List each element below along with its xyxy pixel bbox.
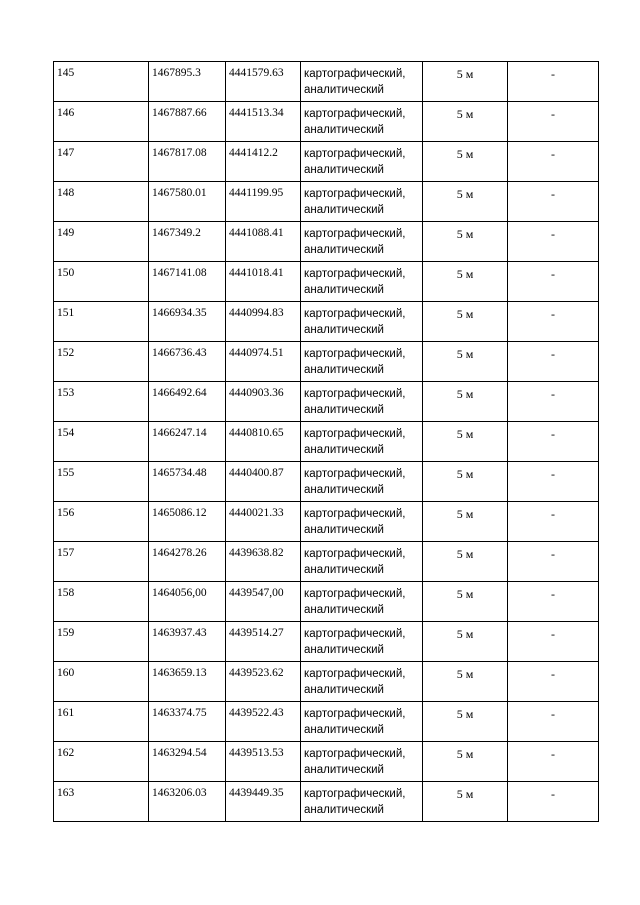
table-row [54,542,599,582]
y-coordinate-cell: 4441513.34 [226,102,301,142]
x-coordinate-cell: 1466492.64 [149,382,226,422]
note-cell: - [508,622,599,662]
y-coordinate-cell: 4439638.82 [226,542,301,582]
method-line-2: аналитический [304,724,384,736]
x-coordinate-cell: 1463659.13 [149,662,226,702]
method-cell [301,662,423,702]
method-cell [301,262,423,302]
y-coordinate-cell: 4440021.33 [226,502,301,542]
method-line-2: аналитический [304,164,384,176]
x-coordinate-cell: 1465734.48 [149,462,226,502]
y-coordinate-cell: 4439523.62 [226,662,301,702]
y-coordinate-cell: 4439513.53 [226,742,301,782]
accuracy-cell: 5 м [423,62,508,102]
point-number-cell: 151 [54,302,149,342]
method-cell [301,62,423,102]
accuracy-cell: 5 м [423,142,508,182]
note-cell: - [508,342,599,382]
y-coordinate-cell: 4441412.2 [226,142,301,182]
table-row [54,662,599,702]
accuracy-cell: 5 м [423,422,508,462]
method-line-1: картографический, [304,548,406,560]
method-cell [301,222,423,262]
y-coordinate-cell: 4441018.41 [226,262,301,302]
method-cell [301,422,423,462]
method-line-1: картографический, [304,148,406,160]
method-cell [301,342,423,382]
method-cell [301,142,423,182]
method-line-2: аналитический [304,444,384,456]
accuracy-cell: 5 м [423,222,508,262]
method-line-1: картографический, [304,348,406,360]
note-cell: - [508,782,599,822]
note-cell: - [508,102,599,142]
note-cell: - [508,462,599,502]
point-number-cell: 161 [54,702,149,742]
table-row [54,622,599,662]
method-line-2: аналитический [304,284,384,296]
table-row [54,702,599,742]
method-line-1: картографический, [304,588,406,600]
method-cell [301,782,423,822]
x-coordinate-cell: 1463294.54 [149,742,226,782]
x-coordinate-cell: 1466736.43 [149,342,226,382]
y-coordinate-cell: 4439514.27 [226,622,301,662]
method-line-1: картографический, [304,228,406,240]
point-number-cell: 145 [54,62,149,102]
method-line-1: картографический, [304,388,406,400]
method-line-2: аналитический [304,804,384,816]
accuracy-cell: 5 м [423,502,508,542]
y-coordinate-cell: 4440903.36 [226,382,301,422]
accuracy-cell: 5 м [423,622,508,662]
method-cell [301,742,423,782]
table-row [54,302,599,342]
accuracy-cell: 5 м [423,662,508,702]
table-row [54,62,599,102]
x-coordinate-cell: 1466247.14 [149,422,226,462]
method-cell [301,302,423,342]
method-line-2: аналитический [304,484,384,496]
y-coordinate-cell: 4441199.95 [226,182,301,222]
table-row [54,782,599,822]
accuracy-cell: 5 м [423,702,508,742]
table-row [54,142,599,182]
note-cell: - [508,742,599,782]
method-line-1: картографический, [304,628,406,640]
y-coordinate-cell: 4441579.63 [226,62,301,102]
point-number-cell: 146 [54,102,149,142]
method-line-2: аналитический [304,204,384,216]
note-cell: - [508,542,599,582]
point-number-cell: 160 [54,662,149,702]
point-number-cell: 153 [54,382,149,422]
accuracy-cell: 5 м [423,782,508,822]
x-coordinate-cell: 1467817.08 [149,142,226,182]
method-line-1: картографический, [304,468,406,480]
table-row [54,582,599,622]
point-number-cell: 148 [54,182,149,222]
accuracy-cell: 5 м [423,742,508,782]
method-line-2: аналитический [304,764,384,776]
method-cell [301,382,423,422]
note-cell: - [508,262,599,302]
point-number-cell: 163 [54,782,149,822]
method-cell [301,102,423,142]
accuracy-cell: 5 м [423,302,508,342]
point-number-cell: 149 [54,222,149,262]
point-number-cell: 152 [54,342,149,382]
accuracy-cell: 5 м [423,182,508,222]
note-cell: - [508,662,599,702]
method-line-2: аналитический [304,604,384,616]
note-cell: - [508,222,599,262]
method-line-1: картографический, [304,108,406,120]
method-cell [301,462,423,502]
point-number-cell: 150 [54,262,149,302]
y-coordinate-cell: 4440400.87 [226,462,301,502]
method-line-2: аналитический [304,644,384,656]
accuracy-cell: 5 м [423,582,508,622]
point-number-cell: 156 [54,502,149,542]
method-line-2: аналитический [304,84,384,96]
method-line-1: картографический, [304,508,406,520]
method-cell [301,542,423,582]
x-coordinate-cell: 1465086.12 [149,502,226,542]
y-coordinate-cell: 4440810.65 [226,422,301,462]
accuracy-cell: 5 м [423,102,508,142]
method-cell [301,582,423,622]
note-cell: - [508,302,599,342]
accuracy-cell: 5 м [423,462,508,502]
point-number-cell: 162 [54,742,149,782]
note-cell: - [508,702,599,742]
x-coordinate-cell: 1463937.43 [149,622,226,662]
method-cell [301,502,423,542]
x-coordinate-cell: 1467887.66 [149,102,226,142]
y-coordinate-cell: 4441088.41 [226,222,301,262]
method-line-1: картографический, [304,428,406,440]
accuracy-cell: 5 м [423,382,508,422]
table-row [54,742,599,782]
method-line-1: картографический, [304,668,406,680]
method-line-2: аналитический [304,524,384,536]
method-line-2: аналитический [304,244,384,256]
note-cell: - [508,382,599,422]
method-cell [301,182,423,222]
method-line-2: аналитический [304,364,384,376]
x-coordinate-cell: 1467141.08 [149,262,226,302]
note-cell: - [508,422,599,462]
table-row [54,342,599,382]
method-line-1: картографический, [304,268,406,280]
x-coordinate-cell: 1464278.26 [149,542,226,582]
table-row [54,502,599,542]
y-coordinate-cell: 4439449.35 [226,782,301,822]
method-line-1: картографический, [304,788,406,800]
x-coordinate-cell: 1463206.03 [149,782,226,822]
method-cell [301,622,423,662]
accuracy-cell: 5 м [423,262,508,302]
y-coordinate-cell: 4440994.83 [226,302,301,342]
y-coordinate-cell: 4439547,00 [226,582,301,622]
method-cell [301,702,423,742]
point-number-cell: 154 [54,422,149,462]
x-coordinate-cell: 1464056,00 [149,582,226,622]
y-coordinate-cell: 4440974.51 [226,342,301,382]
point-number-cell: 155 [54,462,149,502]
note-cell: - [508,142,599,182]
table-row [54,222,599,262]
accuracy-cell: 5 м [423,542,508,582]
x-coordinate-cell: 1466934.35 [149,302,226,342]
point-number-cell: 158 [54,582,149,622]
method-line-1: картографический, [304,308,406,320]
x-coordinate-cell: 1467349.2 [149,222,226,262]
table-row [54,182,599,222]
point-number-cell: 147 [54,142,149,182]
method-line-2: аналитический [304,564,384,576]
point-number-cell: 157 [54,542,149,582]
x-coordinate-cell: 1463374.75 [149,702,226,742]
table-row [54,462,599,502]
method-line-1: картографический, [304,68,406,80]
x-coordinate-cell: 1467580.01 [149,182,226,222]
method-line-2: аналитический [304,684,384,696]
coordinates-table-body [54,62,599,822]
table-row [54,382,599,422]
method-line-1: картографический, [304,748,406,760]
method-line-2: аналитический [304,404,384,416]
method-line-1: картографический, [304,188,406,200]
x-coordinate-cell: 1467895.3 [149,62,226,102]
coordinates-table [53,61,599,822]
table-row [54,422,599,462]
method-line-2: аналитический [304,124,384,136]
note-cell: - [508,182,599,222]
note-cell: - [508,502,599,542]
note-cell: - [508,62,599,102]
y-coordinate-cell: 4439522.43 [226,702,301,742]
method-line-1: картографический, [304,708,406,720]
table-row [54,262,599,302]
accuracy-cell: 5 м [423,342,508,382]
method-line-2: аналитический [304,324,384,336]
point-number-cell: 159 [54,622,149,662]
note-cell: - [508,582,599,622]
table-row [54,102,599,142]
